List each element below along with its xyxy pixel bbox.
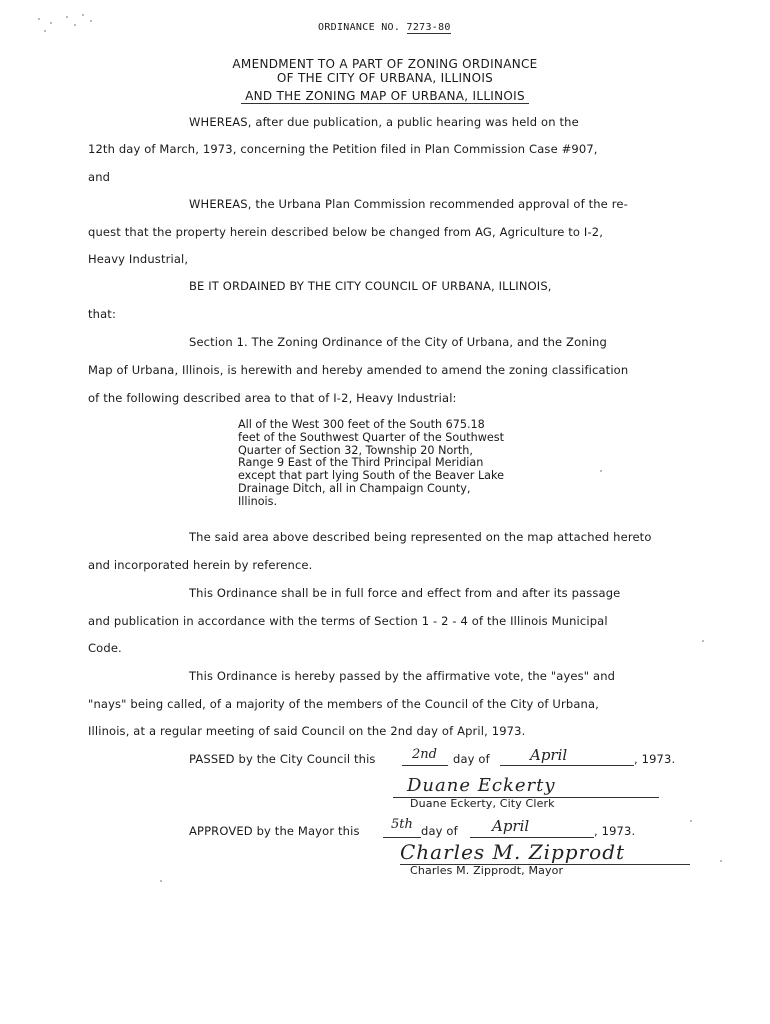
ordained-line-2: that: bbox=[88, 307, 116, 321]
section-1-line-2: Map of Urbana, Illinois, is herewith and hereby amended to amend the zoning classification bbox=[88, 363, 629, 377]
passed-month-blank bbox=[500, 747, 634, 766]
vote-line-3: Illinois, at a regular meeting of said Council on the 2nd day of April, 1973. bbox=[88, 724, 526, 738]
clerk-signature: Duane Eckerty bbox=[407, 775, 556, 796]
approved-prefix: APPROVED by the Mayor this bbox=[189, 824, 360, 838]
passed-day-of: day of bbox=[453, 752, 490, 766]
whereas-2-line-1: WHEREAS, the Urbana Plan Commission recommended approval of the re- bbox=[189, 197, 628, 211]
approved-year: , 1973. bbox=[594, 824, 636, 838]
ordinance-number-line bbox=[318, 22, 451, 33]
force-line-3: Code. bbox=[88, 641, 122, 655]
passed-day: 2nd bbox=[412, 747, 437, 762]
title-line-3-wrap bbox=[0, 85, 770, 104]
passed-prefix: PASSED by the City Council this bbox=[189, 752, 376, 766]
force-line-1: This Ordinance shall be in full force and effect from and after its passage bbox=[189, 586, 621, 600]
title-line-2: OF THE CITY OF URBANA, ILLINOIS bbox=[276, 71, 494, 85]
section-1-line-1: Section 1. The Zoning Ordinance of the City of Urbana, and the Zoning bbox=[189, 335, 607, 349]
ordinance-label: ORDINANCE NO. bbox=[318, 22, 401, 33]
whereas-1-line-3: and bbox=[88, 170, 111, 184]
vote-line-2: "nays" being called, of a majority of the members of the Council of the City of Urbana, bbox=[88, 697, 599, 711]
mayor-name: Charles M. Zipprodt, Mayor bbox=[410, 864, 564, 877]
mayor-signature-line bbox=[400, 842, 690, 865]
passed-month: April bbox=[530, 746, 568, 764]
vote-line-1: This Ordinance is hereby passed by the affirmative vote, the "ayes" and bbox=[189, 669, 616, 683]
clerk-name: Duane Eckerty, City Clerk bbox=[410, 797, 555, 810]
ordained-line-1: BE IT ORDAINED BY THE CITY COUNCIL OF URBANA, ILLINOIS, bbox=[189, 279, 552, 293]
force-line-2: and publication in accordance with the terms of Section 1 - 2 - 4 of the Illinois Municipal bbox=[88, 614, 608, 628]
said-area-line-1: The said area above described being represented on the map attached hereto bbox=[189, 530, 652, 544]
passed-day-blank bbox=[402, 747, 448, 766]
whereas-2-line-3: Heavy Industrial, bbox=[88, 252, 189, 266]
title-line-1: AMENDMENT TO A PART OF ZONING ORDINANCE bbox=[232, 57, 538, 71]
legal-description: All of the West 300 feet of the South 675.18 feet of the Southwest Quarter of the Southwest Quarter of Section 32, Township 20 North, Range 9 East of the Third Principal Meridian except that part lying South of the Beaver Lake Drainage Ditch, all in Champaign County, Illinois. bbox=[238, 418, 505, 508]
whereas-2-line-2: quest that the property herein described below be changed from AG, Agriculture to I-2, bbox=[88, 225, 604, 239]
approved-month: April bbox=[492, 817, 530, 835]
title-line-3: AND THE ZONING MAP OF URBANA, ILLINOIS bbox=[241, 89, 529, 104]
mayor-signature: Charles M. Zipprodt bbox=[400, 840, 626, 864]
ordinance-number: 7273-80 bbox=[406, 22, 451, 33]
approved-day: 5th bbox=[391, 817, 413, 832]
whereas-1-line-1: WHEREAS, after due publication, a public hearing was held on the bbox=[189, 115, 579, 129]
passed-year: , 1973. bbox=[634, 752, 676, 766]
approved-day-of: day of bbox=[421, 824, 458, 838]
approved-month-blank bbox=[470, 819, 594, 838]
whereas-1-line-2: 12th day of March, 1973, concerning the Petition filed in Plan Commission Case #907, bbox=[88, 142, 598, 156]
approved-day-blank bbox=[383, 819, 421, 838]
said-area-line-2: and incorporated herein by reference. bbox=[88, 558, 313, 572]
clerk-signature-line bbox=[393, 775, 659, 798]
section-1-line-3: of the following described area to that of I-2, Heavy Industrial: bbox=[88, 391, 457, 405]
